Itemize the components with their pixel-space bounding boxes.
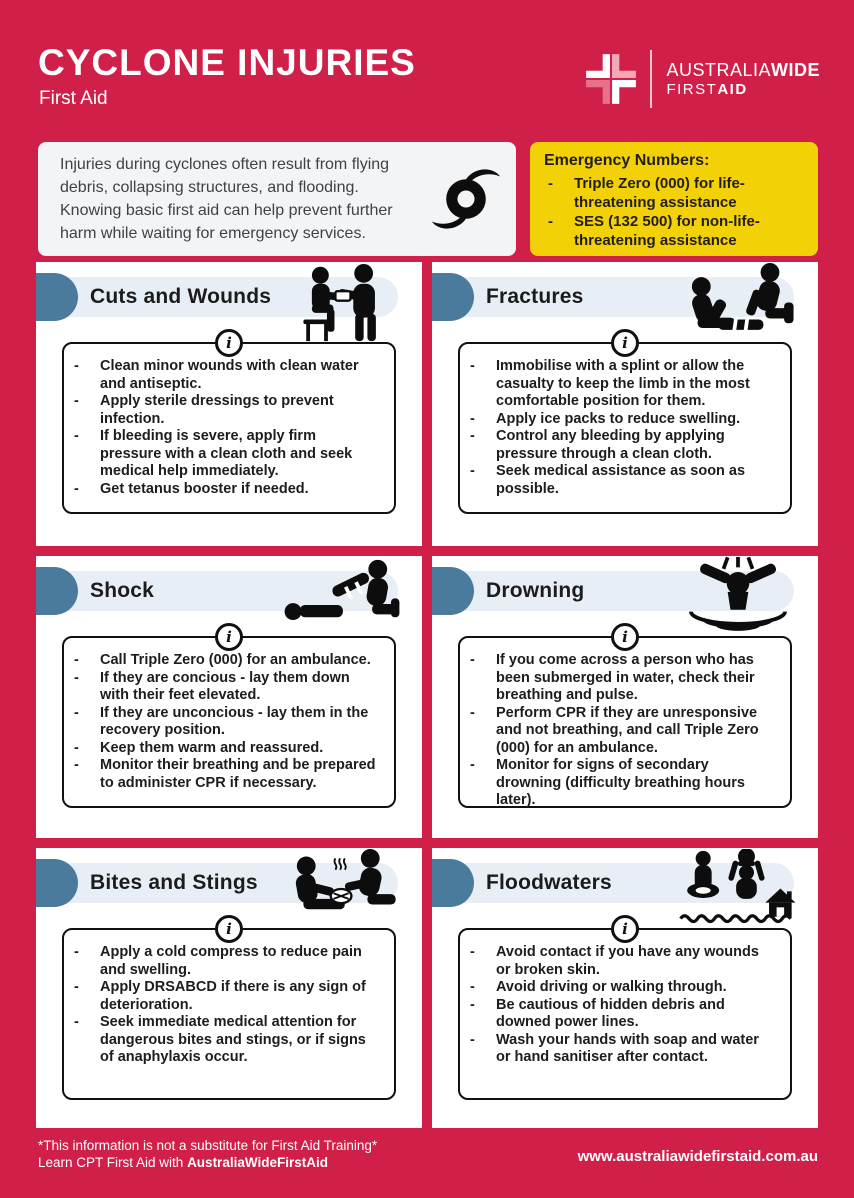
bullet-item: - If bleeding is severe, apply firm pressure with a clean cloth and seek medical help immediately. — [64, 428, 380, 481]
section-bullets — [64, 930, 394, 1073]
info-icon: i — [215, 329, 243, 357]
info-icon: i — [611, 915, 639, 943]
cyclone-icon — [430, 163, 502, 235]
footer-brand-name: AustraliaWideFirstAid — [187, 1154, 328, 1170]
footer-disclaimer: *This information is not a substitute for First Aid Training* — [38, 1138, 378, 1153]
intro-card — [38, 142, 516, 256]
icon-bite-treatment — [278, 849, 406, 929]
footer-website: www.australiawidefirstaid.com.au — [577, 1148, 818, 1165]
bullet-item: - Get tetanus booster if needed. — [64, 481, 380, 499]
bullet-item: - Control any bleeding by applying pressure through a clean cloth. — [460, 428, 776, 463]
footer-learn-prefix: Learn CPT First Aid with — [38, 1154, 188, 1170]
logo-divider — [650, 50, 652, 108]
bullet-item: - If you come across a person who has been submerged in water, check their breathing and pulse. — [460, 652, 776, 705]
bullet-item: - Immobilise with a splint or allow the casualty to keep the limb in the most comfortable position for them. — [460, 358, 776, 411]
logo-line2-regular: FIRST — [666, 80, 718, 98]
bullet-item: - Apply sterile dressings to prevent infection. — [64, 393, 380, 428]
section-bullets — [460, 930, 790, 1073]
section-title: Bites and Stings — [90, 871, 258, 894]
logo-line1-regular: AUSTRALIA — [666, 59, 771, 80]
section-info-box — [62, 627, 396, 808]
section-title: Floodwaters — [486, 871, 612, 894]
first-aid-cross-icon — [584, 52, 638, 106]
icon-shock-position — [278, 557, 406, 637]
bullet-item: - Apply ice packs to reduce swelling. — [460, 411, 776, 429]
bullet-item: - Seek immediate medical attention for dangerous bites and stings, or if signs of anaphylaxis occur. — [64, 1014, 380, 1067]
section-info-box — [62, 919, 396, 1100]
section-bullets — [460, 344, 790, 504]
logo-line1-bold: WIDE — [771, 59, 820, 80]
footer-disclaimer-block — [38, 1138, 377, 1171]
bullet-item: - Keep them warm and reassured. — [64, 740, 380, 758]
section-title: Drowning — [486, 579, 585, 602]
bullet-item: - Seek medical assistance as soon as possible. — [460, 463, 776, 498]
info-icon: i — [611, 329, 639, 357]
section-bullets — [460, 638, 790, 816]
icon-splinting-person — [674, 263, 802, 343]
logo-text — [666, 60, 820, 99]
footer-learn-line — [38, 1155, 377, 1172]
section-panel — [432, 556, 818, 838]
icon-bandaging-person — [278, 263, 406, 343]
info-icon: i — [215, 915, 243, 943]
bullet-item: - If they are concious - lay them down with their feet elevated. — [64, 670, 380, 705]
bullet-item: - If they are unconcious - lay them in the recovery position. — [64, 705, 380, 740]
section-info-box — [458, 627, 792, 808]
section-info-box — [62, 333, 396, 514]
info-icon: i — [611, 623, 639, 651]
icon-drowning-person — [674, 557, 802, 637]
section-panel — [36, 262, 422, 546]
emergency-item: - SES (132 500) for non-life-threatening assistance — [544, 212, 806, 250]
emergency-item: - Triple Zero (000) for life-threatening assistance — [544, 174, 806, 212]
section-info-box — [458, 919, 792, 1100]
emergency-heading: Emergency Numbers: — [544, 152, 710, 169]
emergency-list — [544, 174, 806, 250]
section-info-box — [458, 333, 792, 514]
section-panel — [432, 848, 818, 1128]
bullet-item: - Apply a cold compress to reduce pain and swelling. — [64, 944, 380, 979]
logo-line2-bold: AID — [717, 80, 748, 98]
section-panel — [36, 848, 422, 1128]
bullet-item: - Monitor their breathing and be prepared to administer CPR if necessary. — [64, 757, 380, 792]
icon-floodwater-people — [674, 849, 802, 929]
section-bullets — [64, 344, 394, 504]
bullet-item: - Wash your hands with soap and water or hand sanitiser after contact. — [460, 1032, 776, 1067]
section-title: Shock — [90, 579, 155, 602]
emergency-numbers-card — [530, 142, 818, 256]
brand-logo — [584, 48, 820, 110]
bullet-item: - Clean minor wounds with clean water and antiseptic. — [64, 358, 380, 393]
bullet-item: - Call Triple Zero (000) for an ambulance. — [64, 652, 380, 670]
page-subtitle: First Aid — [39, 88, 108, 109]
page-title: CYCLONE INJURIES — [38, 42, 416, 83]
section-title: Fractures — [486, 285, 584, 308]
bullet-item: - Avoid contact if you have any wounds or broken skin. — [460, 944, 776, 979]
sections-grid — [36, 262, 818, 1128]
bullet-item: - Monitor for signs of secondary drowning (difficulty breathing hours later). — [460, 757, 776, 810]
bullet-item: - Apply DRSABCD if there is any sign of deterioration. — [64, 979, 380, 1014]
section-title: Cuts and Wounds — [90, 285, 272, 308]
section-panel — [432, 262, 818, 546]
section-bullets — [64, 638, 394, 798]
intro-text: Injuries during cyclones often result from flying debris, collapsing structures, and flooding. Knowing basic first aid can help prevent further harm while waiting for emergency services. — [60, 156, 393, 242]
bullet-item: - Be cautious of hidden debris and downed power lines. — [460, 997, 776, 1032]
section-panel — [36, 556, 422, 838]
bullet-item: - Avoid driving or walking through. — [460, 979, 776, 997]
info-icon: i — [215, 623, 243, 651]
bullet-item: - Perform CPR if they are unresponsive and not breathing, and call Triple Zero (000) for an ambulance. — [460, 705, 776, 758]
